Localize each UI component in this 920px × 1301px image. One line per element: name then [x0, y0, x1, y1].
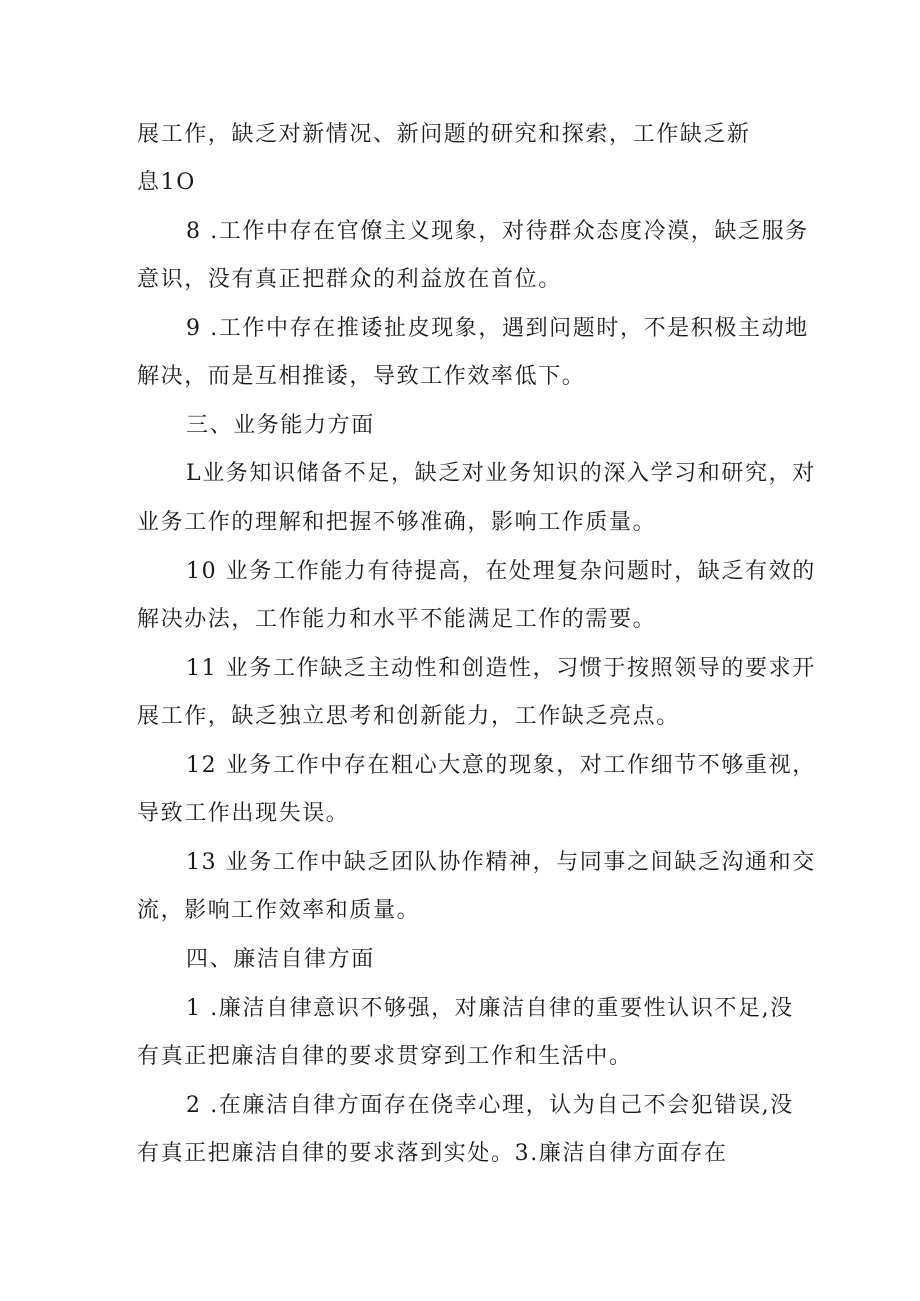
list-item-l-line-1: L业务知识储备不足，缺乏对业务知识的深入学习和研究，对	[186, 461, 816, 486]
list-item-10-line-2: 解决办法，工作能力和水平不能满足工作的需要。	[137, 607, 657, 632]
section-heading-integrity: 四、廉洁自律方面	[186, 947, 375, 972]
list-item-11-line-2: 展工作，缺乏独立思考和创新能力，工作缺乏亮点。	[137, 704, 680, 729]
list-item-13-line-2: 流，影响工作效率和质量。	[137, 898, 421, 923]
list-item-9-line-2: 解决，而是互相推诿，导致工作效率低下。	[137, 364, 586, 389]
text-line: 息1O	[137, 170, 196, 195]
list-item-12-line-2: 导致工作出现失误。	[137, 801, 350, 826]
list-item-9-line-1: 9 .工作中存在推诿扯皮现象，遇到问题时，不是积极主动地	[186, 316, 809, 341]
list-item-12-line-1: 12 业务工作中存在粗心大意的现象，对工作细节不够重视，	[186, 753, 816, 778]
list-item-1-line-2: 有真正把廉洁自律的要求贯穿到工作和生活中。	[137, 1044, 633, 1069]
list-item-l-line-2: 业务工作的理解和把握不够准确，影响工作质量。	[137, 510, 657, 535]
list-item-2-line-1: 2 .在廉洁自律方面存在侥幸心理，认为自己不会犯错误,没	[186, 1093, 794, 1118]
section-heading-business-ability: 三、业务能力方面	[186, 413, 375, 438]
list-item-8-line-1: 8 .工作中存在官僚主义现象，对待群众态度冷漠，缺乏服务	[186, 219, 809, 244]
text-line: 展工作，缺乏对新情况、新问题的研究和探索，工作缺乏新	[137, 122, 751, 147]
list-item-2-line-2: 有真正把廉洁自律的要求落到实处。3.廉洁自律方面存在	[137, 1141, 728, 1166]
list-item-1-line-1: 1 .廉洁自律意识不够强，对廉洁自律的重要性认识不足,没	[186, 996, 794, 1021]
list-item-10-line-1: 10 业务工作能力有待提高，在处理复杂问题时，缺乏有效的	[186, 559, 816, 584]
list-item-13-line-1: 13 业务工作中缺乏团队协作精神，与同事之间缺乏沟通和交	[186, 850, 816, 875]
list-item-8-line-2: 意识，没有真正把群众的利益放在首位。	[137, 267, 562, 292]
list-item-11-line-1: 11 业务工作缺乏主动性和创造性，习惯于按照领导的要求开	[186, 656, 816, 681]
